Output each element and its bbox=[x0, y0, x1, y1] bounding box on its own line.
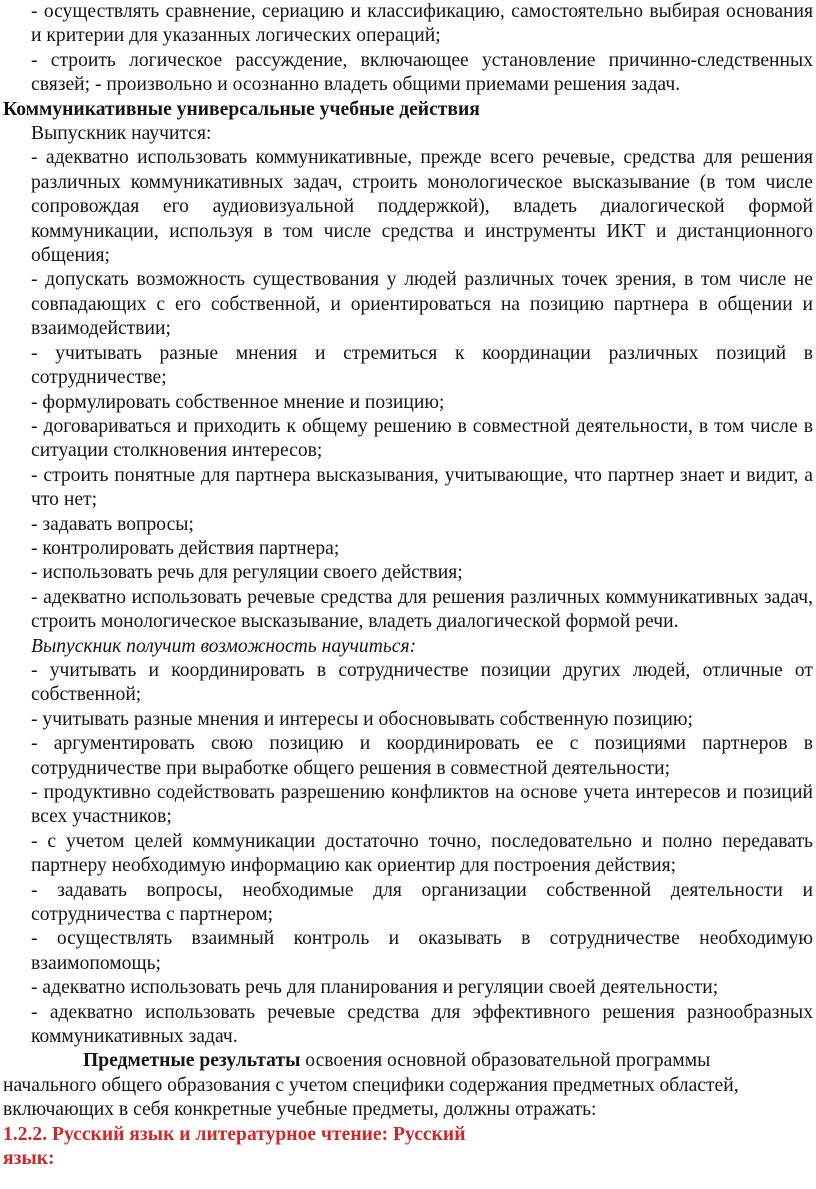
subject-results-text: освоения основной образовательной программы начального общего образования с учетом специфики содержания предметных областей, включающих в себя конкретные учебные предметы, должны отражать: bbox=[3, 1050, 739, 1121]
list-item: - договариваться и приходить к общему решению в совместной деятельности, в том числе в ситуации столкновения интересов; bbox=[31, 415, 813, 462]
list-item: - адекватно использовать коммуникативные, прежде всего речевые, средства для решения различных коммуникативных задач, строить монологическое высказывание (в том числе сопровождая его аудиовизуальной поддержкой), владеть диалогической формой коммуникации, используя в том числе средства и инструменты ИКТ и дистанционного общения; bbox=[31, 147, 813, 267]
list-item: - строить понятные для партнера высказывания, учитывающие, что партнер знает и видит, а что нет; bbox=[31, 464, 813, 511]
list-item: - адекватно использовать речь для планирования и регуляции своей деятельности; bbox=[31, 977, 719, 999]
section-heading-russian: 1.2.2. Русский язык и литературное чтение: Русский язык: bbox=[3, 1123, 466, 1170]
list-item: - продуктивно содействовать разрешению конфликтов на основе учета интересов и позиций всех участников; bbox=[31, 782, 813, 828]
label-graduate-learns: Выпускник научится: bbox=[31, 123, 212, 145]
subject-results-bold: Предметные результаты bbox=[83, 1050, 301, 1072]
list-item: - учитывать разные мнения и интересы и обосновывать собственную позицию; bbox=[31, 708, 693, 730]
list-item: - контролировать действия партнера; bbox=[31, 537, 340, 559]
list-item: - осуществлять взаимный контроль и оказывать в сотрудничестве необходимую взаимопомощь; bbox=[31, 928, 813, 974]
list-item: - адекватно использовать речевые средства для решения различных коммуникативных задач, строить монологическое высказывание, владеть диалогической формой речи. bbox=[31, 586, 813, 633]
list-item: - задавать вопросы; bbox=[31, 513, 194, 535]
heading-communicative-actions: Коммуникативные универсальные учебные действия bbox=[3, 98, 480, 120]
list-item: - допускать возможность существования у людей различных точек зрения, в том числе не совпадающих с его собственной, и ориентироваться на позицию партнера в общении и взаимодействии; bbox=[31, 269, 813, 340]
list-item: - аргументировать свою позицию и координировать ее с позициями партнеров в сотрудничестве при выработке общего решения в совместной деятельности; bbox=[31, 733, 813, 779]
list-item: - учитывать и координировать в сотрудничестве позиции других людей, отличные от собственной; bbox=[31, 659, 813, 706]
list-item: - адекватно использовать речевые средства для эффективного решения разнообразных коммуникативных задач. bbox=[31, 1001, 813, 1048]
list-item: - с учетом целей коммуникации достаточно точно, последовательно и полно передавать партнеру необходимую информацию как ориентир для построения действия; bbox=[31, 830, 813, 877]
document-page bbox=[3, 0, 813, 1172]
list-item: - формулировать собственное мнение и позицию; bbox=[31, 391, 445, 413]
label-graduate-opportunity: Выпускник получит возможность научиться: bbox=[31, 635, 417, 657]
list-item: - учитывать разные мнения и стремиться к координации различных позиций в сотрудничестве; bbox=[31, 342, 813, 389]
paragraph-comparison: - осуществлять сравнение, сериацию и классификацию, самостоятельно выбирая основания и критерии для указанных логических операций; bbox=[31, 1, 813, 47]
paragraph-subject-results bbox=[3, 1049, 813, 1122]
list-item: - задавать вопросы, необходимые для организации собственной деятельности и сотрудничества с партнером; bbox=[31, 879, 813, 926]
paragraph-reasoning: - строить логическое рассуждение, включающее установление причинно-следственных связей; - произвольно и осознанно владеть общими приемами решения задач. bbox=[31, 49, 813, 96]
list-item: - использовать речь для регуляции своего действия; bbox=[31, 562, 463, 584]
